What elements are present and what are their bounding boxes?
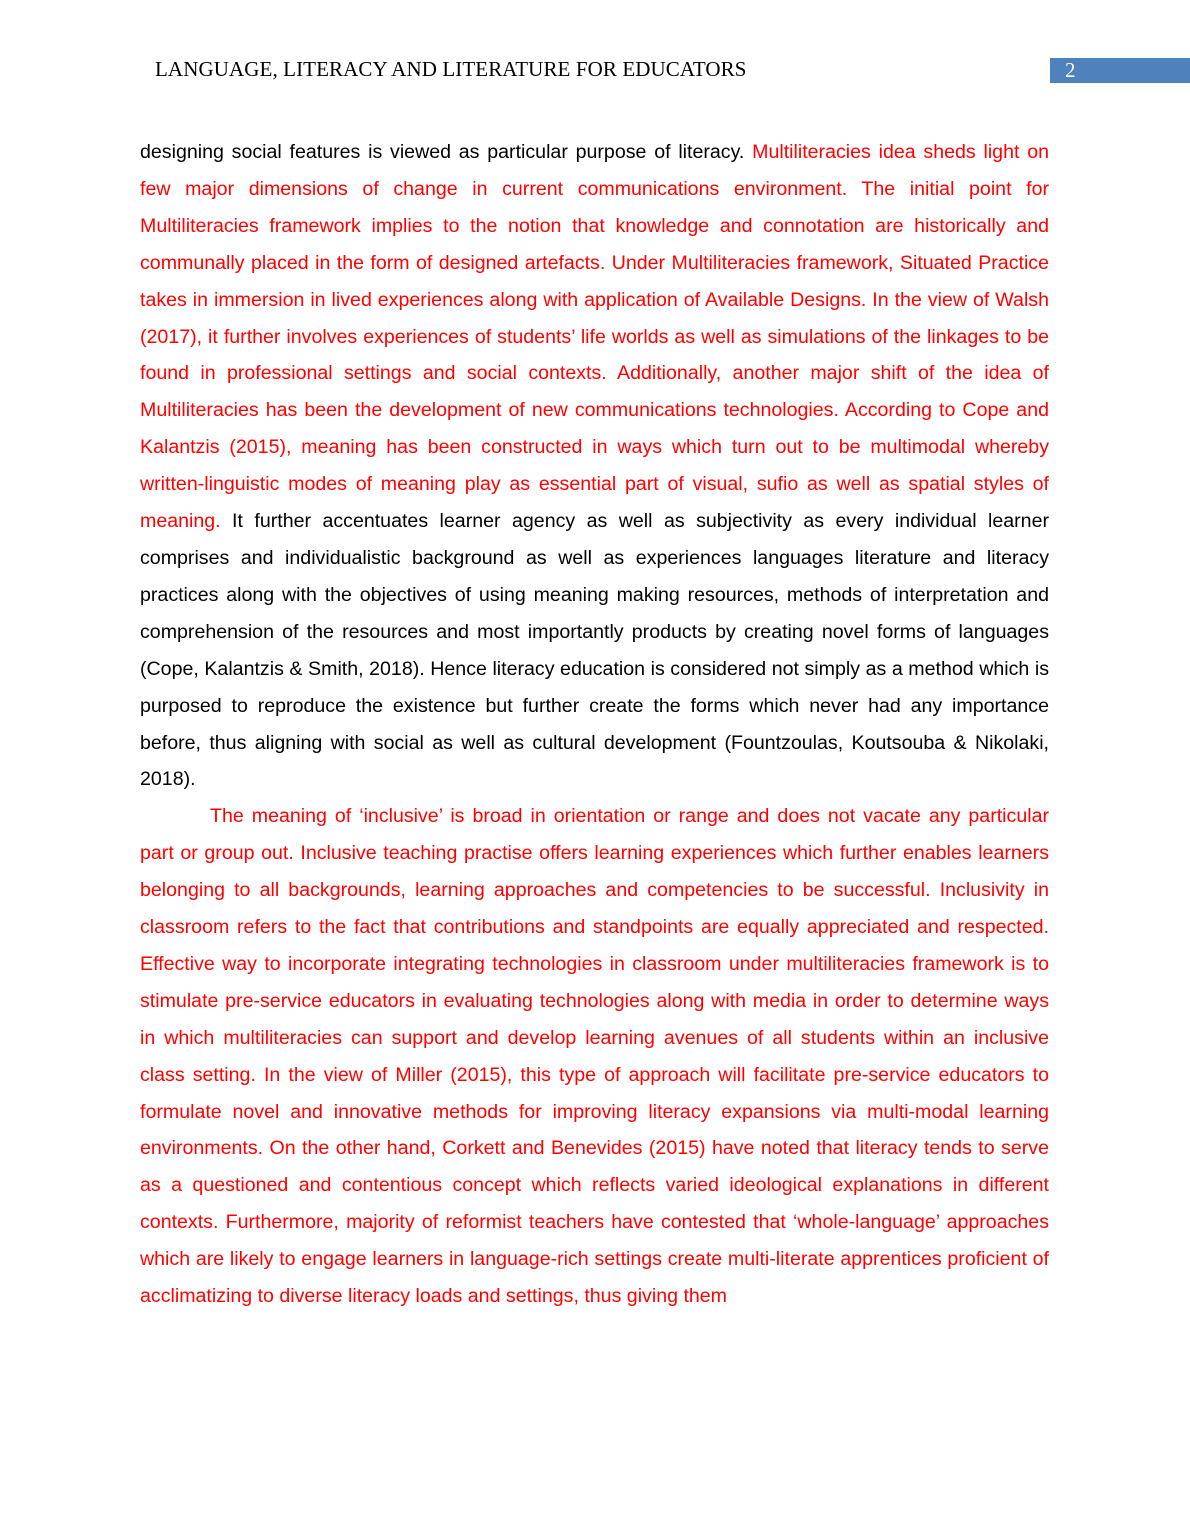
running-head: LANGUAGE, LITERACY AND LITERATURE FOR EDUCATORS xyxy=(155,57,747,81)
paragraph-2-run-1: The meaning of ‘inclusive’ is broad in orientation or range and does not vacate any particular part or group out. Inclusive teaching practise offers learning experiences which further enables learners belonging to all backgrounds, learning approaches and competencies to be successful. Inclusivity in classroom refers to the fact that contributions and standpoints are equally appreciated and respected. Effective way to incorporate integrating technologies in classroom under multiliteracies framework is to stimulate pre-service educators in evaluating technologies along with media in order to determine ways in which multiliteracies can support and develop learning avenues of all students within an inclusive class setting. In the view of Miller (2015), this type of approach will facilitate pre-service educators to formulate novel and innovative methods for improving literacy expansions via multi-modal learning environments. On the other hand, Corkett and Benevides (2015) have noted that literacy tends to serve as a questioned and contentious concept which reflects varied ideological explanations in different contexts. Furthermore, majority of reformist teachers have contested that ‘whole-language’ approaches which are likely to engage learners in language-rich settings create multi-literate apprentices proficient of acclimatizing to diverse literacy loads and settings, thus giving them xyxy=(140,805,1049,1308)
paragraph-1-run-3: It further accentuates learner agency as well as subjectivity as every individual learner comprises and individualistic background as well as experiences languages literature and literacy practices along with the objectives of using meaning making resources, methods of interpretation and comprehension of the resources and most importantly products by creating novel forms of languages (Cope, Kalantzis & Smith, 2018). Hence literacy education is considered not simply as a method which is purposed to reproduce the existence but further create the forms which never had any importance before, thus aligning with social as well as cultural development (Fountzoulas, Koutsouba & Nikolaki, 2018). xyxy=(140,510,1049,791)
paragraph-1-run-2: Multiliteracies idea sheds light on few major dimensions of change in current communications environment. The initial point for Multiliteracies framework implies to the notion that knowledge and connotation are historically and communally placed in the form of designed artefacts. Under Multiliteracies framework, Situated Practice takes in immersion in lived experiences along with application of Available Designs. In the view of Walsh (2017), it further involves experiences of students’ life worlds as well as simulations of the linkages to be found in professional settings and social contexts. Additionally, another major shift of the idea of Multiliteracies has been the development of new communications technologies. According to Cope and Kalantzis (2015), meaning has been constructed in ways which turn out to be multimodal whereby written-linguistic modes of meaning play as essential part of visual, sufio as well as spatial styles of meaning. xyxy=(140,141,1049,533)
paragraph-1-run-1: designing social features is viewed as particular purpose of literacy. xyxy=(140,141,753,163)
paragraph-2 xyxy=(140,798,1049,1315)
page-number: 2 xyxy=(1050,58,1190,83)
body-text xyxy=(140,134,1049,1315)
paragraph-1 xyxy=(140,134,1049,798)
